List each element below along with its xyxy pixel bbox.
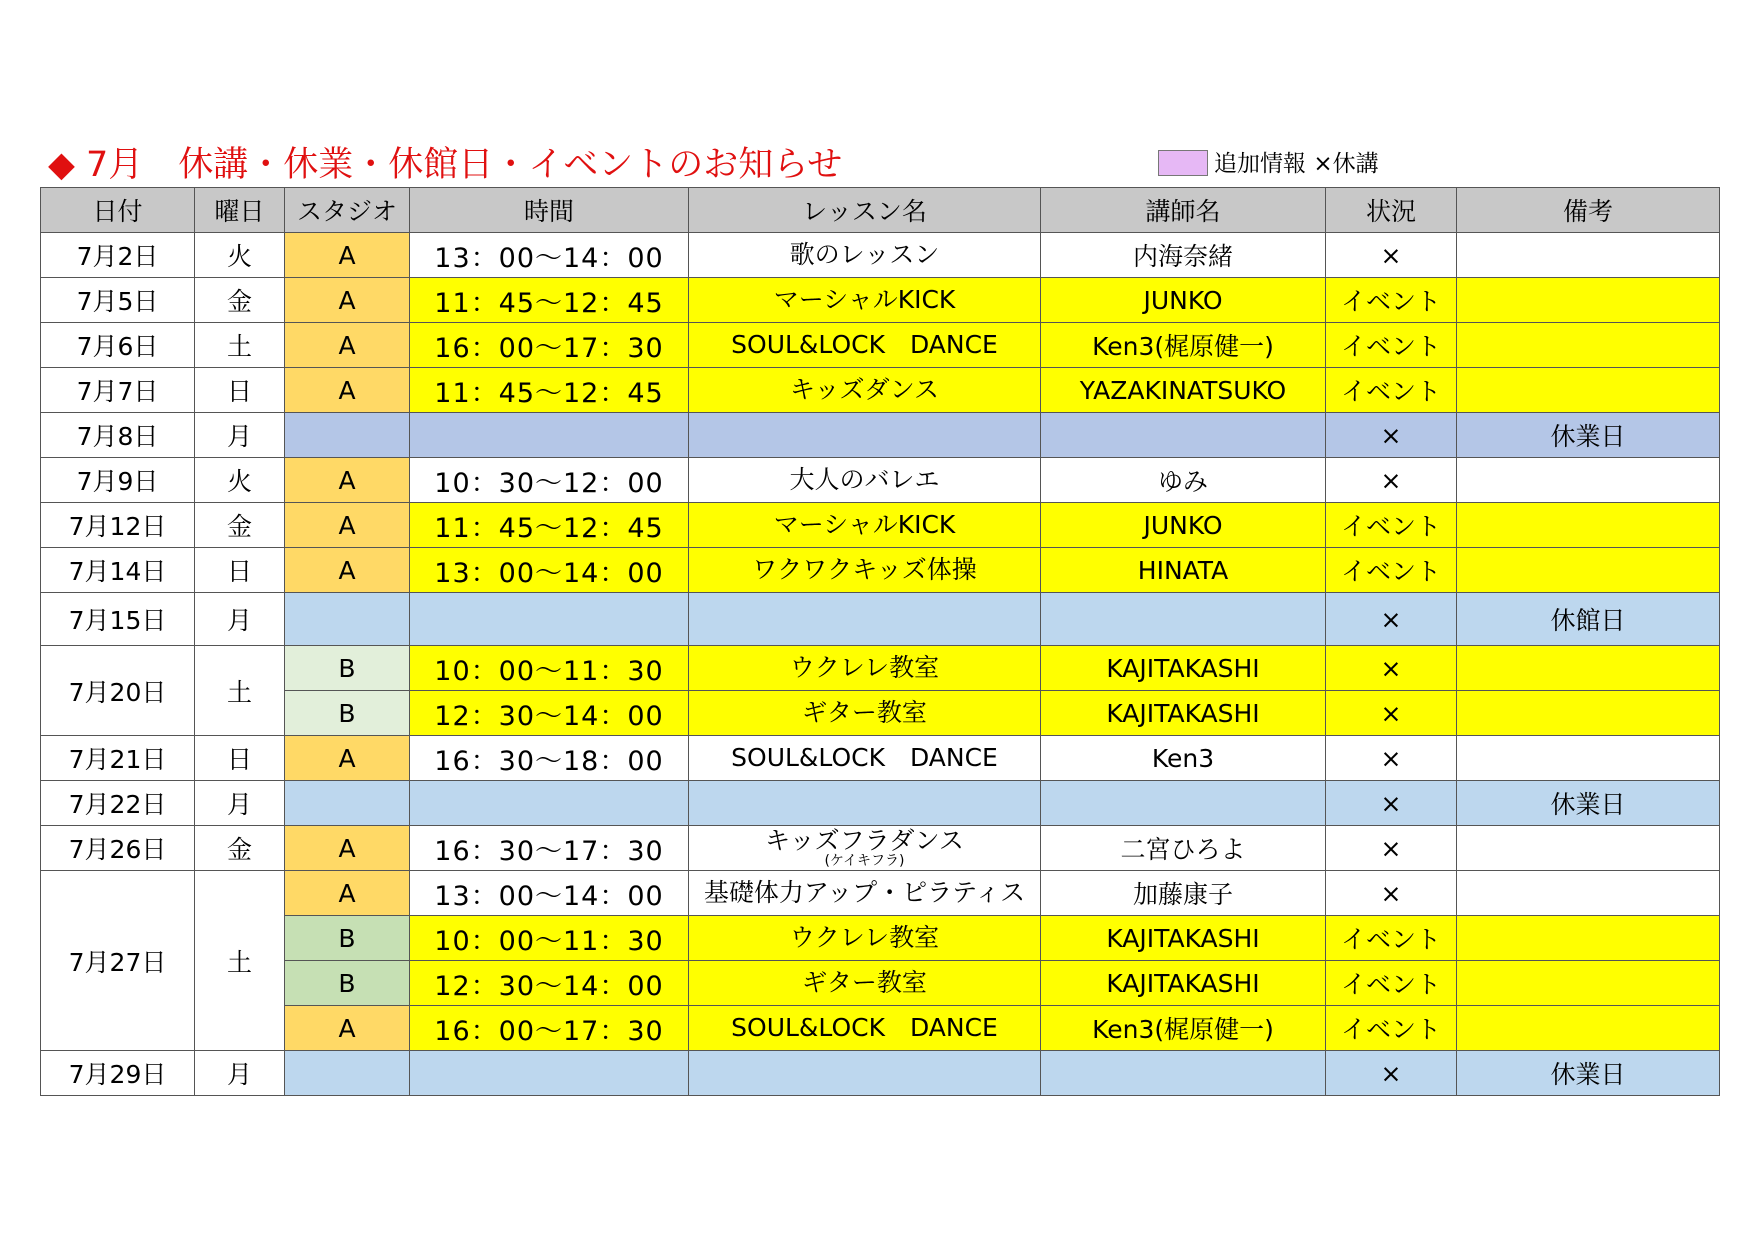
teacher-cell: KAJITAKASHI <box>1041 916 1326 961</box>
lesson-cell <box>689 233 1041 278</box>
date-cell: 7月5日 <box>41 278 195 323</box>
lesson-name: 基礎体力アップ・ピラティス <box>703 878 1026 907</box>
time-cell: 11：45〜12：45 <box>410 368 689 413</box>
date-cell: 7月9日 <box>41 458 195 503</box>
lesson-name: マーシャルKICK <box>773 510 956 539</box>
day-cell: 土 <box>195 323 285 368</box>
date-cell: 7月7日 <box>41 368 195 413</box>
lesson-name: マーシャルKICK <box>773 285 956 314</box>
legend-swatch <box>1158 150 1208 176</box>
table-row <box>41 548 1720 593</box>
status-cell: イベント <box>1326 1006 1457 1051</box>
lesson-cell <box>689 278 1041 323</box>
status-cell: × <box>1326 826 1457 871</box>
lesson-cell <box>689 458 1041 503</box>
note-cell <box>1457 458 1720 503</box>
day-cell: 日 <box>195 736 285 781</box>
lesson-cell <box>689 323 1041 368</box>
table-row <box>41 916 1720 961</box>
table-row <box>41 458 1720 503</box>
day-cell: 月 <box>195 1051 285 1096</box>
lesson-name: ギター教室 <box>802 698 927 727</box>
time-cell: 13：00〜14：00 <box>410 233 689 278</box>
lesson-cell <box>689 1051 1041 1096</box>
page-title <box>48 143 842 187</box>
studio-cell: B <box>285 691 410 736</box>
time-cell: 13：00〜14：00 <box>410 548 689 593</box>
note-cell <box>1457 691 1720 736</box>
lesson-name: 大人のバレエ <box>789 465 940 494</box>
status-cell: イベント <box>1326 961 1457 1006</box>
lesson-cell <box>689 826 1041 871</box>
lesson-name: ギター教室 <box>802 968 927 997</box>
lesson-cell <box>689 871 1041 916</box>
table-row <box>41 233 1720 278</box>
studio-cell: A <box>285 323 410 368</box>
teacher-cell: YAZAKINATSUKO <box>1041 368 1326 413</box>
legend-label: 追加情報 <box>1214 151 1306 177</box>
header-teacher: 講師名 <box>1041 188 1326 233</box>
teacher-cell <box>1041 413 1326 458</box>
teacher-cell <box>1041 593 1326 646</box>
header-note: 備考 <box>1457 188 1720 233</box>
time-cell: 16：30〜18：00 <box>410 736 689 781</box>
status-cell: × <box>1326 781 1457 826</box>
time-cell <box>410 413 689 458</box>
time-cell <box>410 593 689 646</box>
time-cell: 10：00〜11：30 <box>410 646 689 691</box>
time-cell: 16：30〜17：30 <box>410 826 689 871</box>
studio-cell: B <box>285 916 410 961</box>
lesson-cell <box>689 368 1041 413</box>
day-cell: 土 <box>195 871 285 1051</box>
lesson-subtitle: (ケイキフラ) <box>824 853 905 869</box>
lesson-cell <box>689 646 1041 691</box>
status-cell: イベント <box>1326 278 1457 323</box>
table-row <box>41 646 1720 691</box>
status-cell: イベント <box>1326 548 1457 593</box>
day-cell: 火 <box>195 233 285 278</box>
table-row <box>41 1051 1720 1096</box>
lesson-name: キッズダンス <box>789 375 939 404</box>
time-cell: 12：30〜14：00 <box>410 691 689 736</box>
lesson-name: キッズフラダンス <box>765 826 964 855</box>
lesson-cell <box>689 413 1041 458</box>
teacher-cell: HINATA <box>1041 548 1326 593</box>
studio-cell: A <box>285 548 410 593</box>
diamond-icon: ◆ <box>48 145 75 185</box>
status-cell: イベント <box>1326 323 1457 368</box>
note-cell <box>1457 503 1720 548</box>
header-studio: スタジオ <box>285 188 410 233</box>
date-cell: 7月15日 <box>41 593 195 646</box>
note-cell <box>1457 871 1720 916</box>
day-cell: 月 <box>195 781 285 826</box>
day-cell: 日 <box>195 368 285 413</box>
studio-cell: A <box>285 503 410 548</box>
date-cell: 7月6日 <box>41 323 195 368</box>
studio-cell <box>285 1051 410 1096</box>
schedule-table <box>40 187 1720 1096</box>
header-lesson: レッスン名 <box>689 188 1041 233</box>
lesson-name: SOUL&LOCK DANCE <box>731 1013 998 1042</box>
teacher-cell: Ken3 <box>1041 736 1326 781</box>
teacher-cell: ゆみ <box>1041 458 1326 503</box>
lesson-cell <box>689 503 1041 548</box>
teacher-cell: Ken3(梶原健一) <box>1041 323 1326 368</box>
day-cell: 金 <box>195 826 285 871</box>
studio-cell: A <box>285 278 410 323</box>
note-cell <box>1457 1006 1720 1051</box>
note-cell <box>1457 826 1720 871</box>
studio-cell: A <box>285 1006 410 1051</box>
note-cell: 休業日 <box>1457 781 1720 826</box>
date-cell: 7月26日 <box>41 826 195 871</box>
teacher-cell: JUNKO <box>1041 278 1326 323</box>
lesson-cell <box>689 691 1041 736</box>
studio-cell: B <box>285 646 410 691</box>
time-cell: 11：45〜12：45 <box>410 503 689 548</box>
note-cell <box>1457 278 1720 323</box>
lesson-name: ウクレレ教室 <box>789 923 940 952</box>
status-cell: イベント <box>1326 503 1457 548</box>
teacher-cell: 二宮ひろよ <box>1041 826 1326 871</box>
day-cell: 日 <box>195 548 285 593</box>
time-cell: 16：00〜17：30 <box>410 1006 689 1051</box>
studio-cell: A <box>285 826 410 871</box>
note-cell <box>1457 736 1720 781</box>
status-cell: × <box>1326 646 1457 691</box>
table-row <box>41 781 1720 826</box>
teacher-cell: 加藤康子 <box>1041 871 1326 916</box>
header-status: 状況 <box>1326 188 1457 233</box>
time-cell: 11：45〜12：45 <box>410 278 689 323</box>
time-cell: 13：00〜14：00 <box>410 871 689 916</box>
time-cell: 10：30〜12：00 <box>410 458 689 503</box>
day-cell: 火 <box>195 458 285 503</box>
studio-cell: A <box>285 736 410 781</box>
lesson-name: 歌のレッスン <box>789 240 940 269</box>
lesson-name: SOUL&LOCK DANCE <box>731 743 998 772</box>
note-cell <box>1457 916 1720 961</box>
teacher-cell <box>1041 781 1326 826</box>
studio-cell: A <box>285 233 410 278</box>
note-cell: 休業日 <box>1457 413 1720 458</box>
status-cell: × <box>1326 1051 1457 1096</box>
header-day: 曜日 <box>195 188 285 233</box>
table-row <box>41 323 1720 368</box>
note-cell <box>1457 548 1720 593</box>
teacher-cell: JUNKO <box>1041 503 1326 548</box>
status-cell: イベント <box>1326 916 1457 961</box>
lesson-cell <box>689 781 1041 826</box>
page-title-text: 7月 休講・休業・休館日・イベントのお知らせ <box>86 145 843 185</box>
lesson-cell <box>689 916 1041 961</box>
table-row <box>41 1006 1720 1051</box>
teacher-cell: 内海奈緒 <box>1041 233 1326 278</box>
date-cell: 7月20日 <box>41 646 195 736</box>
note-cell <box>1457 233 1720 278</box>
note-cell <box>1457 961 1720 1006</box>
header-date: 日付 <box>41 188 195 233</box>
table-row <box>41 961 1720 1006</box>
note-cell <box>1457 368 1720 413</box>
time-cell: 16：00〜17：30 <box>410 323 689 368</box>
studio-cell: A <box>285 871 410 916</box>
header-time: 時間 <box>410 188 689 233</box>
day-cell: 土 <box>195 646 285 736</box>
lesson-cell <box>689 961 1041 1006</box>
day-cell: 金 <box>195 278 285 323</box>
table-row <box>41 593 1720 646</box>
status-cell: × <box>1326 593 1457 646</box>
lesson-cell <box>689 736 1041 781</box>
note-cell: 休館日 <box>1457 593 1720 646</box>
date-cell: 7月22日 <box>41 781 195 826</box>
legend <box>1158 148 1379 180</box>
table-row <box>41 871 1720 916</box>
status-cell: × <box>1326 233 1457 278</box>
day-cell: 月 <box>195 413 285 458</box>
date-cell: 7月27日 <box>41 871 195 1051</box>
status-cell: × <box>1326 691 1457 736</box>
teacher-cell: KAJITAKASHI <box>1041 646 1326 691</box>
note-cell <box>1457 323 1720 368</box>
status-cell: × <box>1326 871 1457 916</box>
lesson-cell <box>689 1006 1041 1051</box>
time-cell: 12：30〜14：00 <box>410 961 689 1006</box>
day-cell: 金 <box>195 503 285 548</box>
lesson-name: ワクワクキッズ体操 <box>752 555 977 584</box>
teacher-cell <box>1041 1051 1326 1096</box>
status-cell: × <box>1326 458 1457 503</box>
time-cell <box>410 1051 689 1096</box>
table-row <box>41 736 1720 781</box>
studio-cell: B <box>285 961 410 1006</box>
table-row <box>41 368 1720 413</box>
teacher-cell: Ken3(梶原健一) <box>1041 1006 1326 1051</box>
table-row <box>41 503 1720 548</box>
status-cell: × <box>1326 736 1457 781</box>
date-cell: 7月29日 <box>41 1051 195 1096</box>
teacher-cell: KAJITAKASHI <box>1041 691 1326 736</box>
studio-cell: A <box>285 458 410 503</box>
note-cell <box>1457 646 1720 691</box>
date-cell: 7月12日 <box>41 503 195 548</box>
header-row <box>41 188 1720 233</box>
status-cell: × <box>1326 413 1457 458</box>
studio-cell: A <box>285 368 410 413</box>
day-cell: 月 <box>195 593 285 646</box>
table-row <box>41 691 1720 736</box>
table-row <box>41 413 1720 458</box>
studio-cell <box>285 593 410 646</box>
date-cell: 7月14日 <box>41 548 195 593</box>
studio-cell <box>285 413 410 458</box>
lesson-name: ウクレレ教室 <box>789 653 940 682</box>
lesson-name: SOUL&LOCK DANCE <box>731 330 998 359</box>
status-cell: イベント <box>1326 368 1457 413</box>
lesson-cell <box>689 548 1041 593</box>
legend-note: ×休講 <box>1313 151 1379 177</box>
table-row <box>41 826 1720 871</box>
date-cell: 7月8日 <box>41 413 195 458</box>
date-cell: 7月2日 <box>41 233 195 278</box>
lesson-cell <box>689 593 1041 646</box>
date-cell: 7月21日 <box>41 736 195 781</box>
schedule-body <box>41 233 1720 1096</box>
table-row <box>41 278 1720 323</box>
studio-cell <box>285 781 410 826</box>
time-cell: 10：00〜11：30 <box>410 916 689 961</box>
teacher-cell: KAJITAKASHI <box>1041 961 1326 1006</box>
note-cell: 休業日 <box>1457 1051 1720 1096</box>
time-cell <box>410 781 689 826</box>
